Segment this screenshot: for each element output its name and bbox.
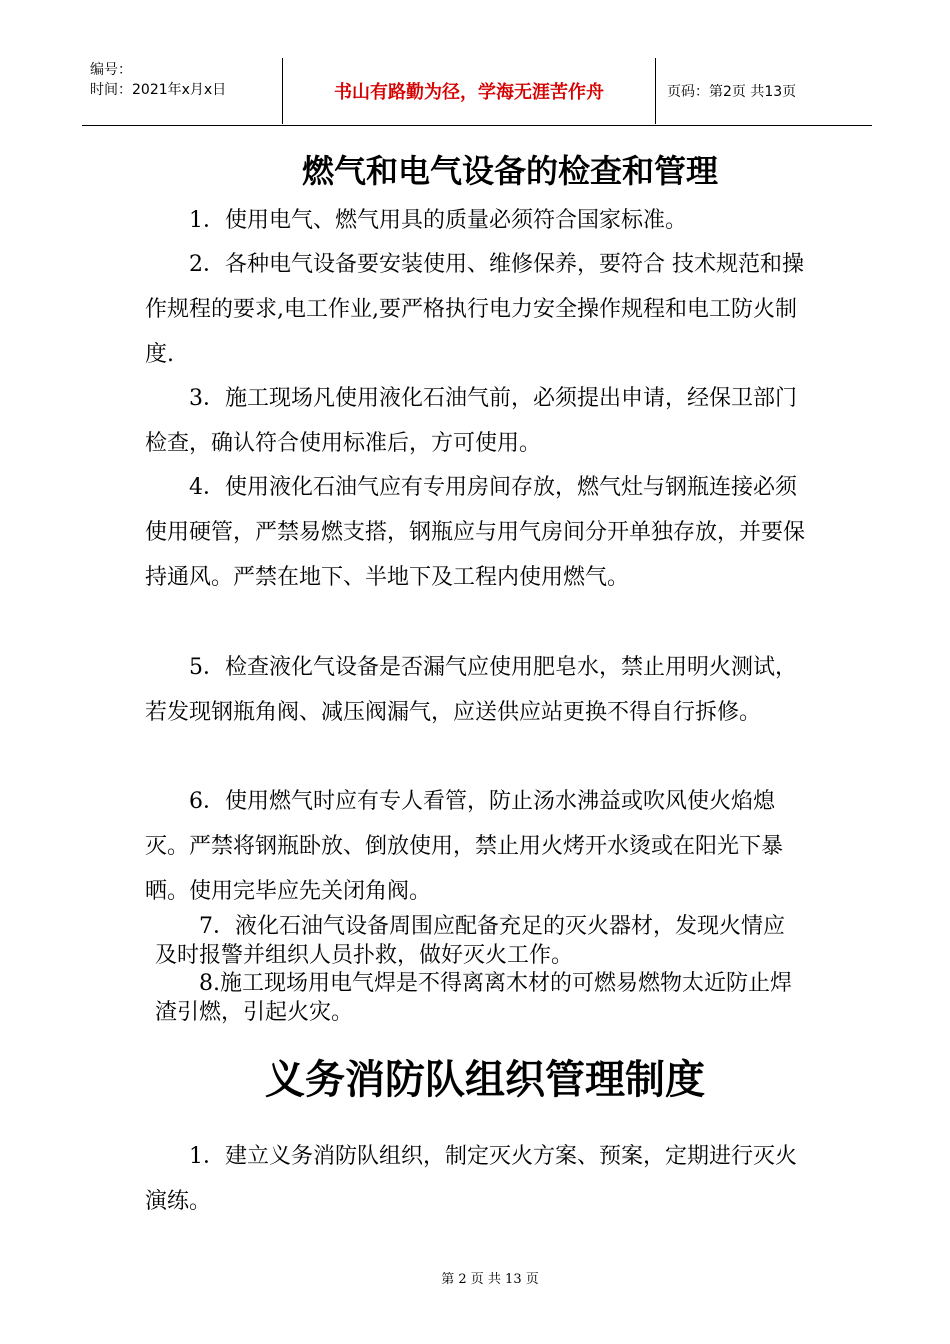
section1-paragraph-1: 1．使用电气、燃气用具的质量必须符合国家标准。 [189,208,687,233]
section2-paragraph-1: 1．建立义务消防队组织，制定灭火方案、预案，定期进行灭火演练。 [145,1144,797,1214]
document-number-label: 编号： [90,62,132,78]
page-footer: 第 2 页 共 13 页 [441,1272,539,1287]
section1-paragraph-6: 6．使用燃气时应有专人看管，防止汤水沸益或吹风使火焰熄灭。严禁将钢瓶卧放、倒放使用，禁止用火烤开水烫或在阳光下暴晒。使用完毕应先关闭角阀。 [145,789,784,904]
section1-paragraph-8: 8.施工现场用电气焊是不得离离木材的可燃易燃物太近防止焊渣引燃，引起火灾。 [155,971,792,1025]
section1-paragraph-2: 2．各种电气设备要安装使用、维修保养，要符合 技术规范和操作规程的要求,电工作业,要严格执行电力安全操作规程和电工防火制度. [145,252,804,367]
header-motto: 书山有路勤为径，学海无涯苦作舟 [282,58,656,124]
document-time-label: 时间：2021年x月x日 [90,82,227,98]
section1-paragraph-7: 7．液化石油气设备周围应配备充足的灭火器材，发现火情应及时报警并组织人员扑救，做好灭火工作。 [155,914,785,968]
header-page-number: 页码：第2页 共13页 [667,84,797,100]
section2-title: 义务消防队组织管理制度 [265,1057,705,1103]
page-header [82,58,872,126]
section1-paragraph-4: 4．使用液化石油气应有专用房间存放，燃气灶与钢瓶连接必须使用硬管，严禁易燃支搭，钢瓶应与用气房间分开单独存放，并要保持通风。严禁在地下、半地下及工程内使用燃气。 [145,475,806,590]
header-meta [90,60,285,100]
section1-title: 燃气和电气设备的检查和管理 [301,152,718,190]
section1-paragraph-3: 3．施工现场凡使用液化石油气前，必须提出申请，经保卫部门检查，确认符合使用标准后，方可使用。 [145,386,797,456]
section1-paragraph-5: 5．检查液化气设备是否漏气应使用肥皂水，禁止用明火测试，若发现钢瓶角阀、减压阀漏气，应送供应站更换不得自行拆修。 [145,655,797,725]
